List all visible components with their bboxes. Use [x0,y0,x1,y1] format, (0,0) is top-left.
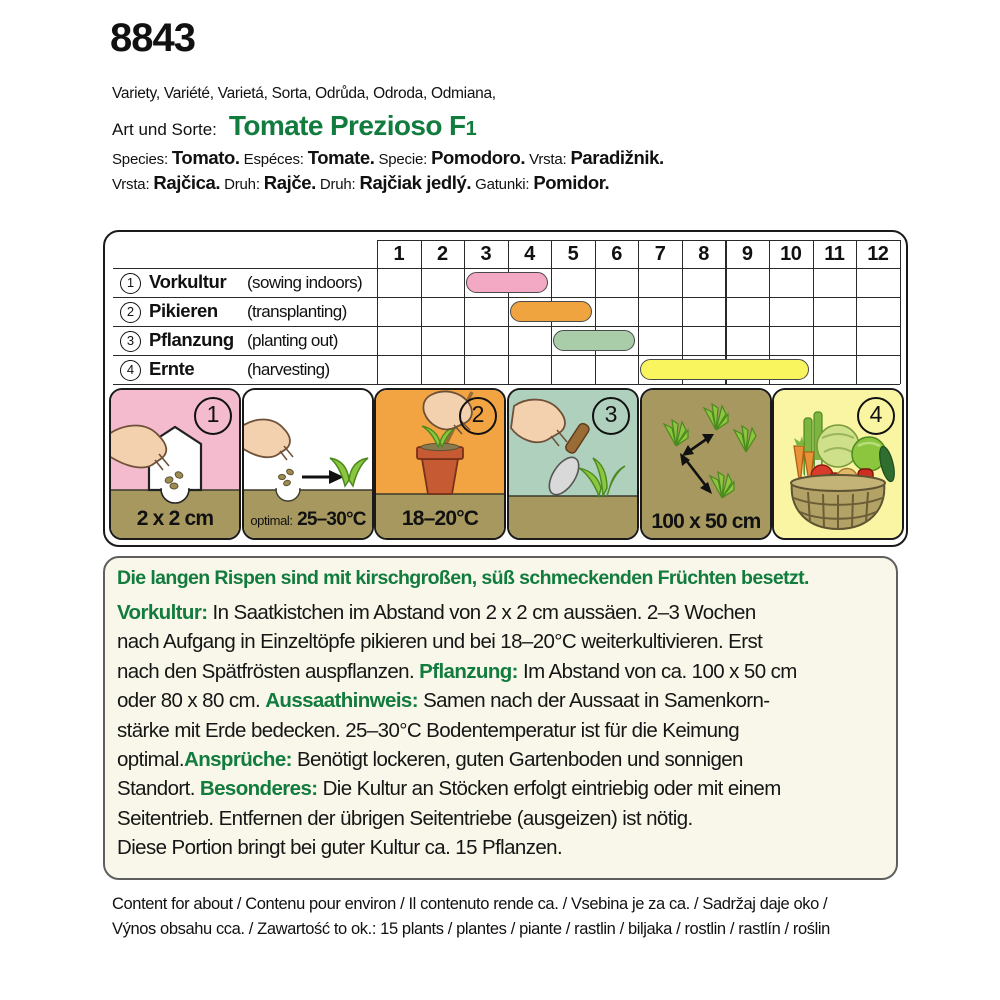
month-header: 11 [824,243,845,265]
species-label: Specie: [378,151,432,168]
description-line [117,686,797,715]
description-keyword: Aussaathinweis: [265,689,418,713]
description-line [117,657,797,686]
page-title: Tomate Prezioso F1 [228,110,477,141]
description-keyword: Pflanzung: [419,659,518,683]
article-number: 8843 [110,16,195,60]
species-value: Tomato. [171,147,240,168]
panel-germination [242,388,374,540]
species-line-1 [112,147,664,169]
species-label: Gatunki: [475,176,534,193]
grid-line [113,268,900,269]
species-label: Espéces: [243,151,308,168]
row-label-en: (planting out) [247,330,338,350]
row-label-en: (transplanting) [247,301,347,321]
planting-distance-label: 100 x 50 cm [651,510,761,533]
species-label: Species: [112,151,172,168]
description-text: stärke mit Erde bedecken. 25–30°C Bodentemperatur ist für die Keimung [117,718,740,742]
species-label: Druh: [319,176,360,193]
row-label-de: Ernte [149,358,195,379]
content-note-line: Content for about / Contenu pour environ / Il contenuto rende ca. / Vsebina je za ca. / Sadržaj daje oko / [112,895,828,913]
calendar-bar [553,330,635,351]
row-label-en: (harvesting) [247,359,330,379]
calendar-bar [510,301,592,322]
month-header: 1 [393,243,405,265]
row-label-de: Pflanzung [149,329,234,350]
species-line-2 [112,172,609,194]
species-label: Vrsta: [529,151,571,168]
species-value: Rajčica. [153,172,221,193]
content-note-line: Výnos obsahu cca. / Zawartość to ok.: 15 plants / plantes / piante / rastlin / biljaka / rostlin / rastlín / roślin [112,919,830,938]
description-headline: Die langen Rispen sind mit kirschgroßen, süß schmeckenden Früchten besetzt. [117,567,809,589]
description-line [117,833,797,862]
description-text: Standort. [117,777,200,801]
f1-subscript: 1 [465,118,477,140]
description-line [117,774,797,803]
description-line [117,598,797,627]
month-header: 4 [524,243,535,265]
month-header: 6 [611,243,622,265]
step-badge-3: 3 [592,397,630,435]
row-label-en: (sowing indoors) [247,272,363,292]
art-und-sorte-label: Art und Sorte: [112,120,217,139]
month-header: 12 [867,243,889,265]
panel-spacing [640,388,772,540]
species-label: Vrsta: [112,176,154,193]
panel-planting-out [507,388,639,540]
growing-temperature-label: 18–20°C [401,507,479,530]
row-number-badge: 2 [120,302,141,323]
variety-translations-line: Variety, Variété, Varietá, Sorta, Odrůda, Odroda, Odmiana, [112,85,496,102]
content-note [112,892,830,941]
description-keyword: Ansprüche: [183,748,292,772]
row-number-badge: 1 [120,273,141,294]
description-text: Seitentrieb. Entfernen der übrigen Seitentriebe (ausgeizen) ist nötig. [117,806,693,830]
calendar-bar [640,359,809,380]
description-text: Benötigt lockeren, guten Gartenboden und sonnigen [291,748,743,772]
grid-line [900,240,901,384]
description-text: nach den Spätfrösten auspflanzen. [117,659,420,683]
sowing-distance-label: 2 x 2 cm [136,507,214,530]
temperature-value: 25–30°C [297,509,366,530]
step-badge-1: 1 [194,397,232,435]
panel-growing-on [374,388,506,540]
optimal-prefix: optimal: [250,513,293,528]
description-keyword: Besonderes: [199,777,318,801]
species-value: Pomodoro. [431,147,526,168]
description-text: optimal. [117,748,184,772]
grid-line [113,326,900,327]
grid-line [113,355,900,356]
month-header: 10 [780,243,802,265]
description-body [117,598,797,863]
step-badge-4: 4 [857,397,895,435]
description-text: Die Kultur an Stöcken erfolgt eintriebig oder mit einem [317,777,781,801]
description-text: Im Abstand von ca. 100 x 50 cm [517,659,797,683]
description-line [117,745,797,774]
description-text: oder 80 x 80 cm. [117,689,266,713]
description-line [117,716,797,745]
description-text: Diese Portion bringt bei guter Kultur ca. 15 Pflanzen. [117,836,563,860]
month-header: 9 [741,243,753,265]
description-keyword: Vorkultur: [117,601,208,624]
optimal-temperature-label [244,509,372,531]
description-text: Samen nach der Aussaat in Samenkorn- [417,689,770,713]
title-row [112,110,476,142]
description-line [117,627,797,656]
species-value: Rajčiak jedlý. [359,172,472,193]
calendar-bar [466,272,548,293]
row-label-de: Vorkultur [149,271,227,292]
species-label: Druh: [224,176,264,193]
month-header: 3 [480,243,492,265]
panel-sowing [109,388,241,540]
grid-line [113,384,900,385]
month-header: 2 [437,243,448,265]
species-value: Paradižnik. [570,147,664,168]
month-header: 8 [698,243,709,265]
pictogram-row [103,388,904,538]
grid-line [113,297,900,298]
month-header: 7 [654,243,666,265]
row-number-badge: 4 [120,360,141,381]
species-value: Tomate. [307,147,375,168]
species-value: Pomidor. [533,172,610,193]
description-text: In Saatkistchen im Abstand von 2 x 2 cm aussäen. 2–3 Wochen [207,601,756,624]
description-line [117,804,797,833]
row-number-badge: 3 [120,331,141,352]
step-badge-2: 2 [459,397,497,435]
species-value: Rajče. [263,172,316,193]
description-box [103,556,898,880]
month-header: 5 [567,243,579,265]
panel-harvest [772,388,904,540]
calendar-grid [113,240,900,384]
description-text: nach Aufgang in Einzeltöpfe pikieren und bei 18–20°C weiterkultivieren. Erst [117,630,763,654]
row-label-de: Pikieren [149,300,218,321]
